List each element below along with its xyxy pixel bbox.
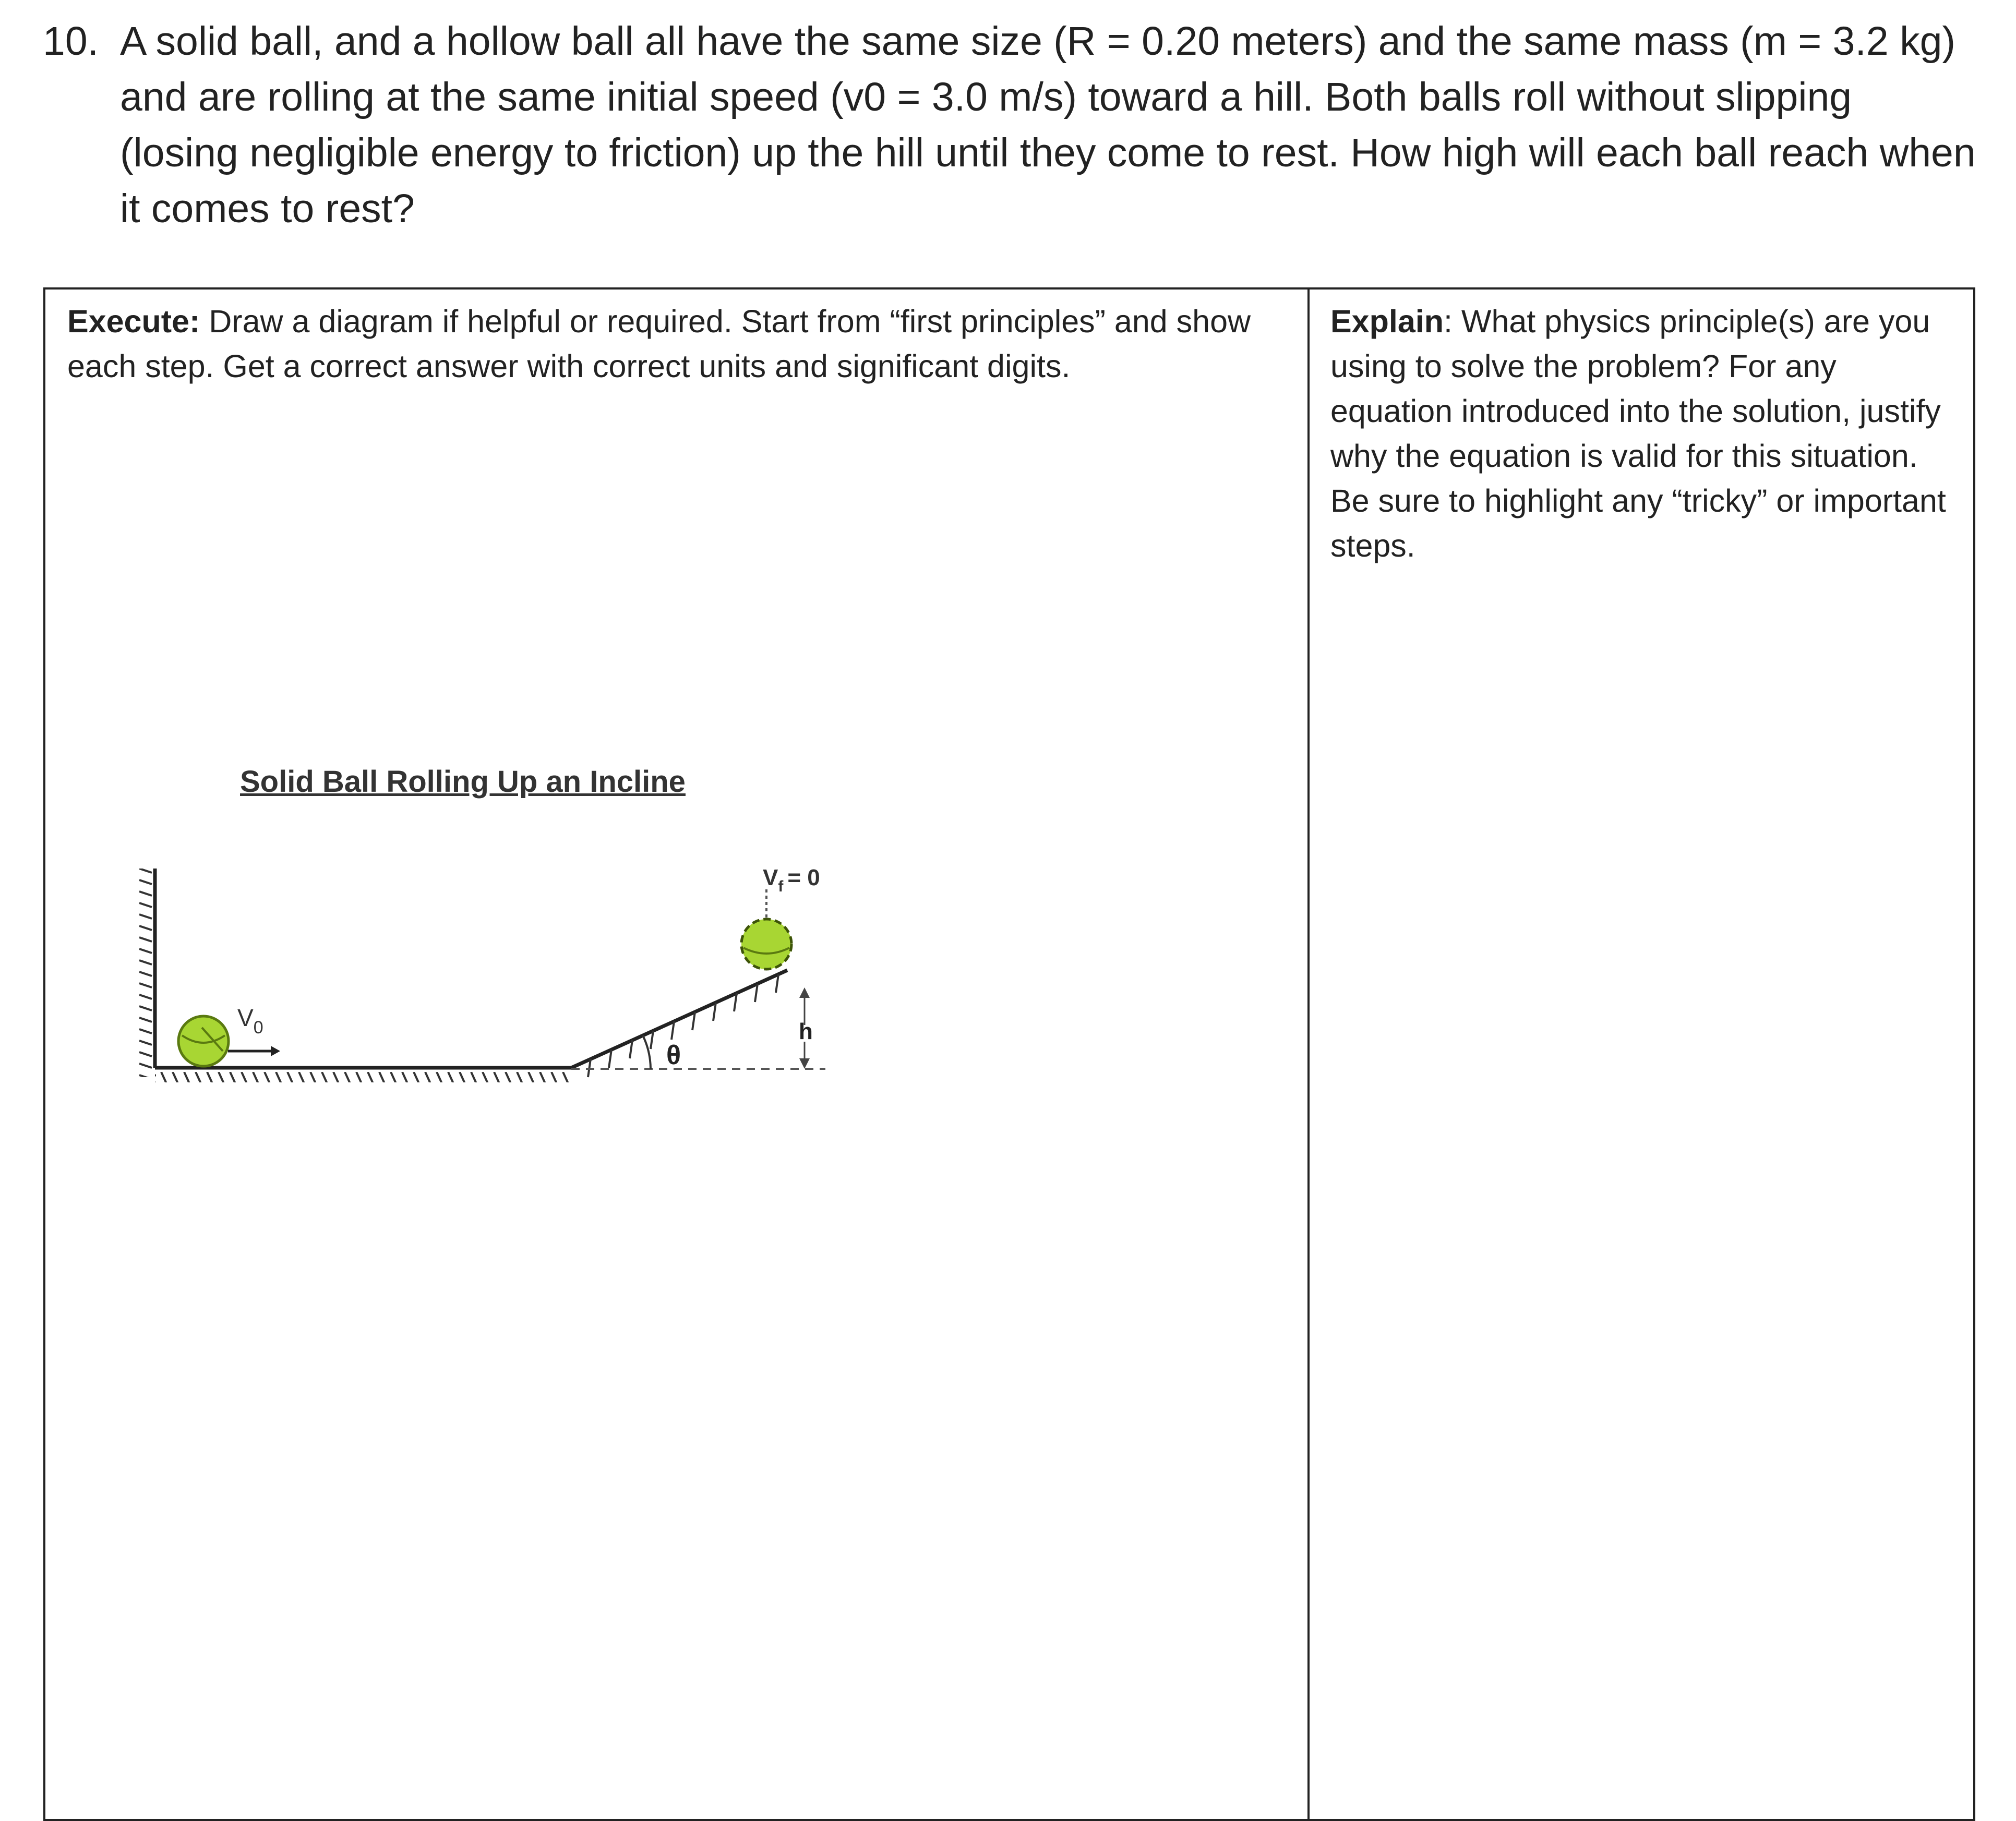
execute-cell: [67, 299, 1288, 389]
floor: [155, 1068, 571, 1082]
explain-cell: [1330, 299, 1957, 568]
answer-table: [43, 287, 1975, 1821]
initial-velocity-arrow: [228, 1046, 280, 1056]
left-wall: [139, 869, 156, 1077]
angle-arc: [643, 1035, 651, 1069]
column-divider: [1307, 290, 1310, 1819]
question-text: A solid ball, and a hollow ball all have the same size (R = 0.20 meters) and the same mass (m = 3.2 kg) and are rolling at the same initial speed (v0 = 3.0 m/s) toward a hill. Both balls roll without slipping (losing negligible energy to friction) up the hill until they come to rest. How high will each ball reach when it comes to rest?: [120, 19, 1976, 231]
execute-label: Execute:: [67, 304, 200, 339]
height-label: h: [799, 1019, 813, 1044]
v0-label: $V_0$: [237, 1004, 263, 1038]
figure-title: Solid Ball Rolling Up an Incline: [240, 765, 686, 799]
vf-label: $V_f = 0$: [763, 865, 820, 895]
explain-instructions: : What physics principle(s) are you using to solve the problem? For any equation introduced into the solution, justify why the equation is valid for this situation. Be sure to highlight any “tricky” or important steps.: [1330, 304, 1946, 563]
angle-label: θ: [666, 1040, 681, 1070]
explain-label: Explain: [1330, 304, 1444, 339]
ball-at-rest: [741, 919, 791, 969]
question-number: 10.: [43, 19, 99, 64]
incline-diagram: [124, 853, 854, 1124]
execute-instructions: Draw a diagram if helpful or required. Start from “first principles” and show each step. Get a correct answer with correct units and significant digits.: [67, 304, 1251, 384]
ball-at-bottom: [178, 1016, 229, 1066]
